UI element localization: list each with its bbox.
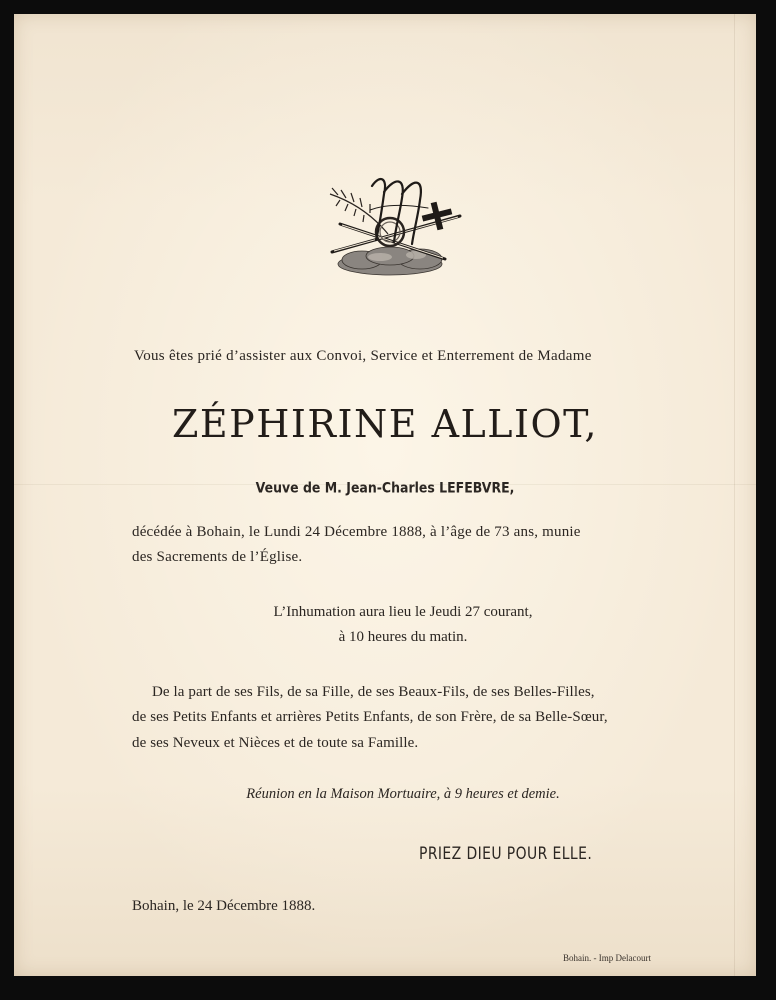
burial-details-line-1: L’Inhumation aura lieu le Jeudi 27 courant, xyxy=(273,604,533,620)
reunion-notice: Réunion en la Maison Mortuaire, à 9 heures et demie. xyxy=(246,786,560,802)
death-details-line-1: décédée à Bohain, le Lundi 24 Décembre 1888, à l’âge de 73 ans, munie xyxy=(132,524,581,540)
place-and-date: Bohain, le 24 Décembre 1888. xyxy=(132,898,316,914)
invitation-text: Vous êtes prié d’assister aux Convoi, Service et Enterrement de Madame xyxy=(134,348,592,364)
family-line-1: De la part de ses Fils, de sa Fille, de ses Beaux-Fils, de ses Belles-Filles, xyxy=(152,684,595,700)
family-line-3: de ses Neveux et Nièces et de toute sa Famille. xyxy=(132,735,419,751)
burial-details-line-2: à 10 heures du matin. xyxy=(338,629,468,645)
mourning-monogram-emblem-icon xyxy=(310,164,470,284)
widow-of-text: Veuve de M. Jean-Charles LEFEBVRE, xyxy=(255,478,515,497)
printer-imprint: Bohain. - Imp Delacourt xyxy=(563,953,651,963)
funeral-notice-sheet xyxy=(14,14,756,976)
deceased-name: ZÉPHIRINE ALLIOT, xyxy=(172,402,598,446)
prayer-request: PRIEZ DIEU POUR ELLE. xyxy=(419,844,593,864)
family-line-2: de ses Petits Enfants et arrières Petits Enfants, de son Frère, de sa Belle-Sœur, xyxy=(132,709,608,725)
death-details-line-2: des Sacrements de l’Église. xyxy=(132,549,303,565)
